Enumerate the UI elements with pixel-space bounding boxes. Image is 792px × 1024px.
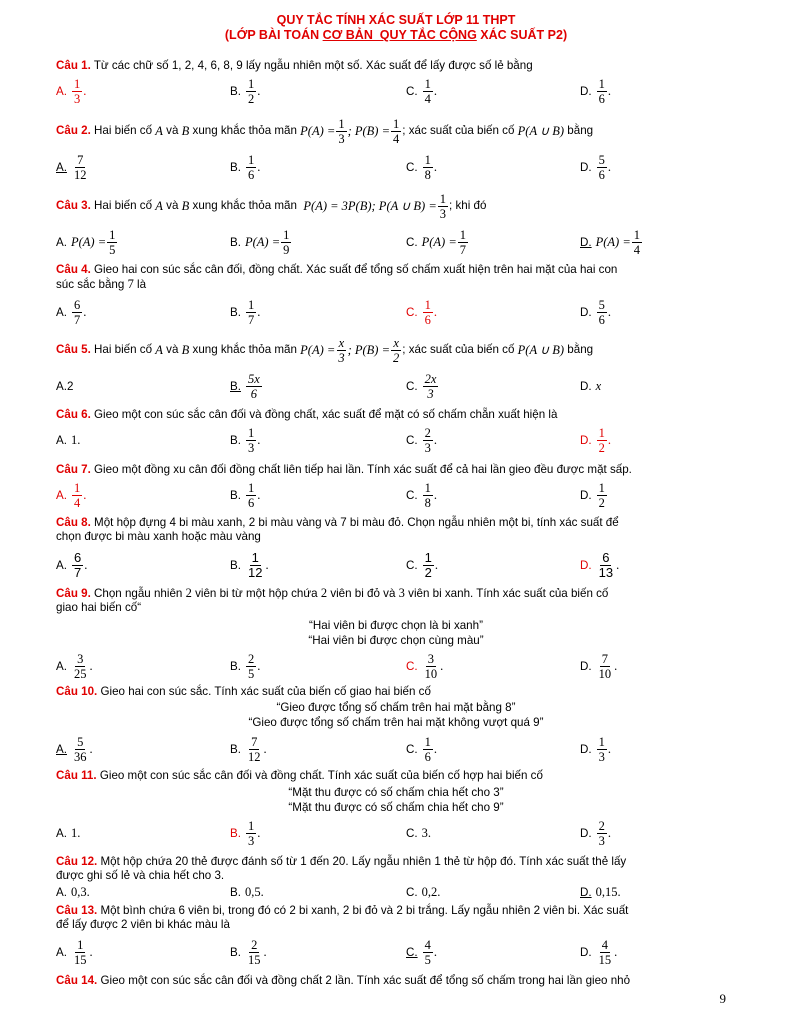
options-q9 bbox=[56, 649, 736, 683]
options-q3 bbox=[56, 225, 736, 259]
option-d[interactable]: D. $\frac{6}{13}$ . bbox=[580, 549, 620, 580]
event-2: “Gieo được tổng số chấm trên hai mặt không vượt quá 9” bbox=[248, 716, 544, 729]
option-c[interactable]: C. $\frac{1}{6}$ . bbox=[406, 734, 437, 764]
options-q5 bbox=[56, 369, 736, 403]
option-d[interactable]: D. $\frac{7}{10}$ . bbox=[580, 651, 618, 681]
question-14: Câu 14. Gieo một con súc sắc cân đối và đồng chất 2 lần. Tính xác suất để tổng số chấm trong hai lần gieo nhỏ bbox=[56, 974, 631, 987]
option-a[interactable]: A. 0,3. bbox=[56, 884, 90, 899]
option-b[interactable]: B. $\frac{1}{3}$ . bbox=[230, 425, 261, 455]
option-c[interactable]: C. $\frac{1}{6}$ . bbox=[406, 297, 437, 327]
option-c[interactable]: C. 0,2. bbox=[406, 884, 441, 899]
options-q10 bbox=[56, 732, 736, 766]
option-b[interactable]: B. $\frac{7}{12}$ . bbox=[230, 734, 267, 764]
option-d[interactable]: D. $\frac{1}{2}$ . bbox=[580, 425, 611, 455]
option-a[interactable]: A. $\frac{1}{4}$ . bbox=[56, 480, 87, 510]
option-d[interactable]: D. $\frac{5}{6}$ . bbox=[580, 297, 611, 327]
question-1 bbox=[56, 59, 736, 73]
options-q6 bbox=[56, 423, 736, 457]
question-2: Câu 2. Hai biến cố A và B xung khắc thỏa mãn P(A) = $\frac{1}{3}$ ; P(B) = $\frac{1}{4}$ ; xác suất của biến cố P(A ∪ B) bằng bbox=[56, 116, 594, 146]
question-text: Từ các chữ số 1, 2, 4, 6, 8, 9 lấy ngẫu nhiên một số. Xác suất để lấy được số lẻ bằng bbox=[93, 59, 533, 72]
option-d[interactable]: D. P(A) = $\frac{1}{4}$ bbox=[580, 227, 640, 257]
option-a[interactable]: A. $\frac{6}{7}$ . bbox=[56, 549, 88, 580]
event-2: “Hai viên bi được chọn cùng màu” bbox=[308, 634, 484, 647]
subtitle-pre: (LỚP BÀI TOÁN bbox=[224, 28, 323, 42]
question-8: Câu 8. Một hộp đựng 4 bi màu xanh, 2 bi màu vàng và 7 bi màu đỏ. Chọn ngẫu nhiên một bi, tính xác suất để chọn được bi màu xanh hoặc màu vàng bbox=[56, 516, 619, 543]
question-4: Câu 4. Gieo hai con súc sắc cân đối, đồng chất. Xác suất để tổng số chấm xuất hiện trên hai mặt của hai con súc sắc bằng 7 là bbox=[56, 263, 618, 291]
question-7: Câu 7. Gieo một đồng xu cân đối đồng chất liên tiếp hai lần. Tính xác suất để cả hai lần gieo đều được mặt sấp. bbox=[56, 463, 632, 476]
question-12: Câu 12. Một hộp chứa 20 thẻ được đánh số từ 1 đến 20. Lấy ngẫu nhiên 1 thẻ từ hộp đó. Tính xác suất thẻ lấy được ghi số lẻ và chia hết cho 3. bbox=[56, 855, 627, 882]
option-d[interactable]: D. $\frac{4}{15}$ . bbox=[580, 937, 618, 967]
question-3: Câu 3. Hai biến cố A và B xung khắc thỏa mãn P(A) = 3P(B); P(A ∪ B) = $\frac{1}{3}$ ; khi đó bbox=[56, 191, 487, 221]
option-c[interactable]: C. 3. bbox=[406, 825, 431, 840]
option-d[interactable]: D. $\frac{1}{3}$ . bbox=[580, 734, 611, 764]
option-c[interactable]: C. P(A) = $\frac{1}{7}$ bbox=[406, 227, 466, 257]
option-d[interactable]: D. 0,15. bbox=[580, 884, 621, 899]
option-d[interactable]: D. $\frac{2}{3}$ . bbox=[580, 818, 611, 848]
option-d[interactable]: D. x bbox=[580, 378, 602, 393]
question-6: Câu 6. Gieo một con súc sắc cân đối và đồng chất, xác suất để mặt có số chấm chẵn xuất hiện là bbox=[56, 408, 558, 421]
options-q4 bbox=[56, 295, 736, 329]
option-b[interactable]: B. P(A) = $\frac{1}{9}$ bbox=[230, 227, 290, 257]
options-q1 bbox=[56, 74, 736, 108]
event-1: “Hai viên bi được chọn là bi xanh” bbox=[309, 619, 483, 632]
option-c[interactable]: C. $\frac{1}{8}$ . bbox=[406, 480, 437, 510]
options-q8 bbox=[56, 548, 736, 582]
option-b[interactable]: B. $\frac{1}{3}$ . bbox=[230, 818, 261, 848]
subtitle-underlined: CƠ BẢN_QUY TẮC CỘNG bbox=[322, 28, 477, 42]
option-d[interactable]: D. $\frac{5}{6}$ . bbox=[580, 152, 611, 182]
options-q13 bbox=[56, 935, 736, 969]
option-a[interactable]: A. $\frac{1}{15}$ . bbox=[56, 937, 93, 967]
option-a[interactable]: A. P(A) = $\frac{1}{5}$ bbox=[56, 227, 116, 257]
option-b[interactable]: B. $\frac{1}{6}$ . bbox=[230, 480, 261, 510]
option-a[interactable]: A. 1. bbox=[56, 825, 81, 840]
option-a[interactable]: A. $\frac{3}{25}$ . bbox=[56, 651, 93, 681]
option-c[interactable]: C. $\frac{1}{2}$ . bbox=[406, 549, 438, 580]
option-c[interactable]: C. $\frac{3}{10}$ . bbox=[406, 651, 444, 681]
option-a[interactable]: A. $\frac{7}{12}$ bbox=[56, 152, 87, 182]
option-a[interactable]: A. $\frac{1}{3}$ . bbox=[56, 76, 87, 106]
option-a[interactable]: A. $\frac{5}{36}$ . bbox=[56, 734, 93, 764]
page-title: QUY TẮC TÍNH XÁC SUẤT LỚP 11 THPT bbox=[276, 13, 516, 27]
option-b[interactable]: B. $\frac{2}{5}$ . bbox=[230, 651, 261, 681]
option-d[interactable]: D. $\frac{1}{2}$ bbox=[580, 480, 605, 510]
option-b[interactable]: B. $\frac{1}{6}$ . bbox=[230, 152, 261, 182]
option-d[interactable]: D. $\frac{1}{6}$ . bbox=[580, 76, 611, 106]
option-a[interactable]: A. 1. bbox=[56, 432, 81, 447]
option-b[interactable]: B. 0,5. bbox=[230, 884, 264, 899]
question-11: Câu 11. Gieo một con súc sắc cân đối và đồng chất. Tính xác suất của biến cố hợp hai biến cố bbox=[56, 769, 543, 782]
option-a[interactable]: A. $\frac{6}{7}$ . bbox=[56, 297, 87, 327]
question-label: Câu 1. bbox=[56, 59, 91, 72]
event-2: “Mặt thu được có số chấm chia hết cho 9” bbox=[288, 801, 504, 814]
option-b[interactable]: B. $\frac{5x}{6}$ bbox=[230, 371, 260, 401]
options-q2 bbox=[56, 150, 736, 184]
question-13: Câu 13. Một bình chứa 6 viên bi, trong đó có 2 bi xanh, 2 bi đỏ và 2 bi trắng. Lấy ngẫu nhiên 2 viên bi. Xác suất để lấy được 2 viên bi khác màu là bbox=[56, 904, 629, 931]
option-a[interactable]: A.2 bbox=[56, 379, 74, 393]
option-c[interactable]: C. $\frac{4}{5}$ . bbox=[406, 937, 437, 967]
page-subtitle bbox=[0, 28, 792, 42]
option-c[interactable]: C. $\frac{2x}{3}$ bbox=[406, 371, 437, 401]
option-c[interactable]: C. $\frac{1}{4}$ . bbox=[406, 76, 437, 106]
options-q7 bbox=[56, 478, 736, 512]
question-5: Câu 5. Hai biến cố A và B xung khắc thỏa mãn P(A) = $\frac{x}{3}$ ; P(B) = $\frac{x}{2}$ ; xác suất của biến cố P(A ∪ B) bằng bbox=[56, 335, 594, 365]
option-b[interactable]: B. $\frac{2}{15}$ . bbox=[230, 937, 267, 967]
question-9: Câu 9. Chọn ngẫu nhiên 2 viên bi từ một hộp chứa 2 viên bi đỏ và 3 viên bi xanh. Tính xác suất của biến cố giao hai biến cố“ bbox=[56, 586, 609, 614]
options-q12 bbox=[56, 884, 736, 900]
option-b[interactable]: B. $\frac{1}{7}$ . bbox=[230, 297, 261, 327]
option-c[interactable]: C. $\frac{2}{3}$ . bbox=[406, 425, 437, 455]
option-b[interactable]: B. $\frac{1}{12}$ . bbox=[230, 549, 269, 580]
option-c[interactable]: C. $\frac{1}{8}$ . bbox=[406, 152, 437, 182]
question-10: Câu 10. Gieo hai con súc sắc. Tính xác suất của biến cố giao hai biến cố bbox=[56, 685, 431, 698]
option-b[interactable]: B. $\frac{1}{2}$ . bbox=[230, 76, 261, 106]
event-1: “Gieo được tổng số chấm trên hai mặt bằng 8” bbox=[276, 701, 516, 714]
page-number: 9 bbox=[719, 991, 726, 1006]
options-q11 bbox=[56, 816, 736, 850]
event-1: “Mặt thu được có số chấm chia hết cho 3” bbox=[288, 786, 504, 799]
subtitle-post: XÁC SUẤT P2) bbox=[476, 28, 568, 42]
